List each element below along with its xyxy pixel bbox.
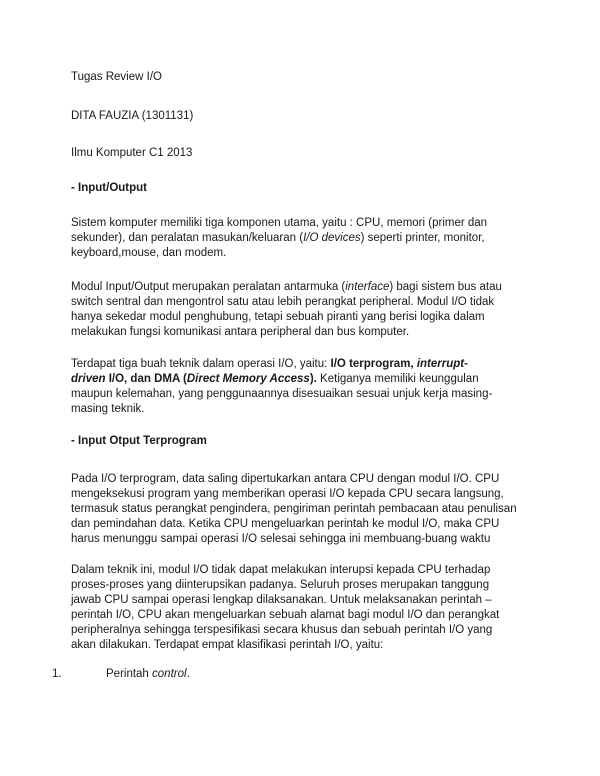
paragraph-line: Sistem komputer memiliki tiga komponen utama, yaitu : CPU, memori (primer dan [71, 217, 488, 229]
paragraph-line: sekunder), dan peralatan masukan/keluaran (I/O devices) seperti printer, monitor, [71, 232, 485, 244]
paragraph-line: melakukan fungsi komunikasi antara peripheral dan bus komputer. [71, 326, 410, 338]
paragraph-line: masing teknik. [71, 403, 145, 415]
paragraph-line: mengeksekusi program yang memberikan operasi I/O kepada CPU secara langsung, [71, 488, 504, 500]
paragraph-line: peripheralnya sehingga terspesifikasi secara khusus dan sebuah perintah I/O yang [71, 624, 493, 636]
paragraph-io-technique-detail [71, 563, 531, 653]
paragraph-io-module [71, 280, 531, 340]
paragraph-system-components [71, 216, 531, 261]
paragraph-line: switch sentral dan mengontrol satu atau lebih perangkat peripheral. Modul I/O tidak [71, 296, 495, 308]
paragraph-line: Dalam teknik ini, modul I/O tidak dapat melakukan interupsi kepada CPU terhadap [71, 564, 491, 576]
author-line: DITA FAUZIA (1301131) [71, 110, 194, 122]
document-title: Tugas Review I/O [71, 71, 162, 83]
paragraph-line: maupun kelemahan, yang penggunaannya disesuaikan sesuai unjuk kerja masing- [71, 388, 493, 400]
paragraph-line: jawab CPU sampai operasi lengkap dilaksanakan. Untuk melaksanakan perintah – [71, 594, 492, 606]
paragraph-line: Pada I/O terprogram, data saling dipertukarkan antara CPU dengan modul I/O. CPU [71, 473, 500, 485]
paragraph-line: Terdapat tiga buah teknik dalam operasi I/O, yaitu: I/O terprogram, interrupt- [71, 358, 468, 370]
paragraph-line: termasuk status perangkat pengindera, pengiriman perintah pembacaan atau penulisan [71, 503, 517, 515]
section-heading-input-output: - Input/Output [71, 182, 147, 194]
paragraph-line: dan pemindahan data. Ketika CPU mengeluarkan perintah ke modul I/O, maka CPU [71, 518, 500, 530]
paragraph-line: akan dilakukan. Terdapat empat klasifikasi perintah I/O, yaitu: [71, 639, 384, 651]
section-heading-programmed-io: - Input Otput Terprogram [71, 435, 207, 447]
list-item-text: Perintah control. [106, 668, 190, 680]
paragraph-line: harus menunggu sampai operasi I/O selesai sehingga ini membuang-buang waktu [71, 533, 491, 545]
list-item-number: 1. [52, 668, 62, 680]
class-line: Ilmu Komputer C1 2013 [71, 147, 193, 159]
paragraph-line: keyboard,mouse, dan modem. [71, 247, 227, 259]
paragraph-programmed-io [71, 472, 531, 547]
paragraph-line: Modul Input/Output merupakan peralatan antarmuka (interface) bagi sistem bus atau [71, 281, 502, 293]
paragraph-line: hanya sekedar modul penghubung, tetapi sebuah piranti yang berisi logika dalam [71, 311, 485, 323]
paragraph-io-techniques [71, 357, 531, 417]
paragraph-line: perintah I/O, CPU akan mengeluarkan sebuah alamat bagi modul I/O dan perangkat [71, 609, 500, 621]
paragraph-line: proses-proses yang diinterupsikan padanya. Seluruh proses merupakan tanggung [71, 579, 490, 591]
paragraph-line: driven I/O, dan DMA (Direct Memory Access). Ketiganya memiliki keunggulan [71, 373, 479, 385]
